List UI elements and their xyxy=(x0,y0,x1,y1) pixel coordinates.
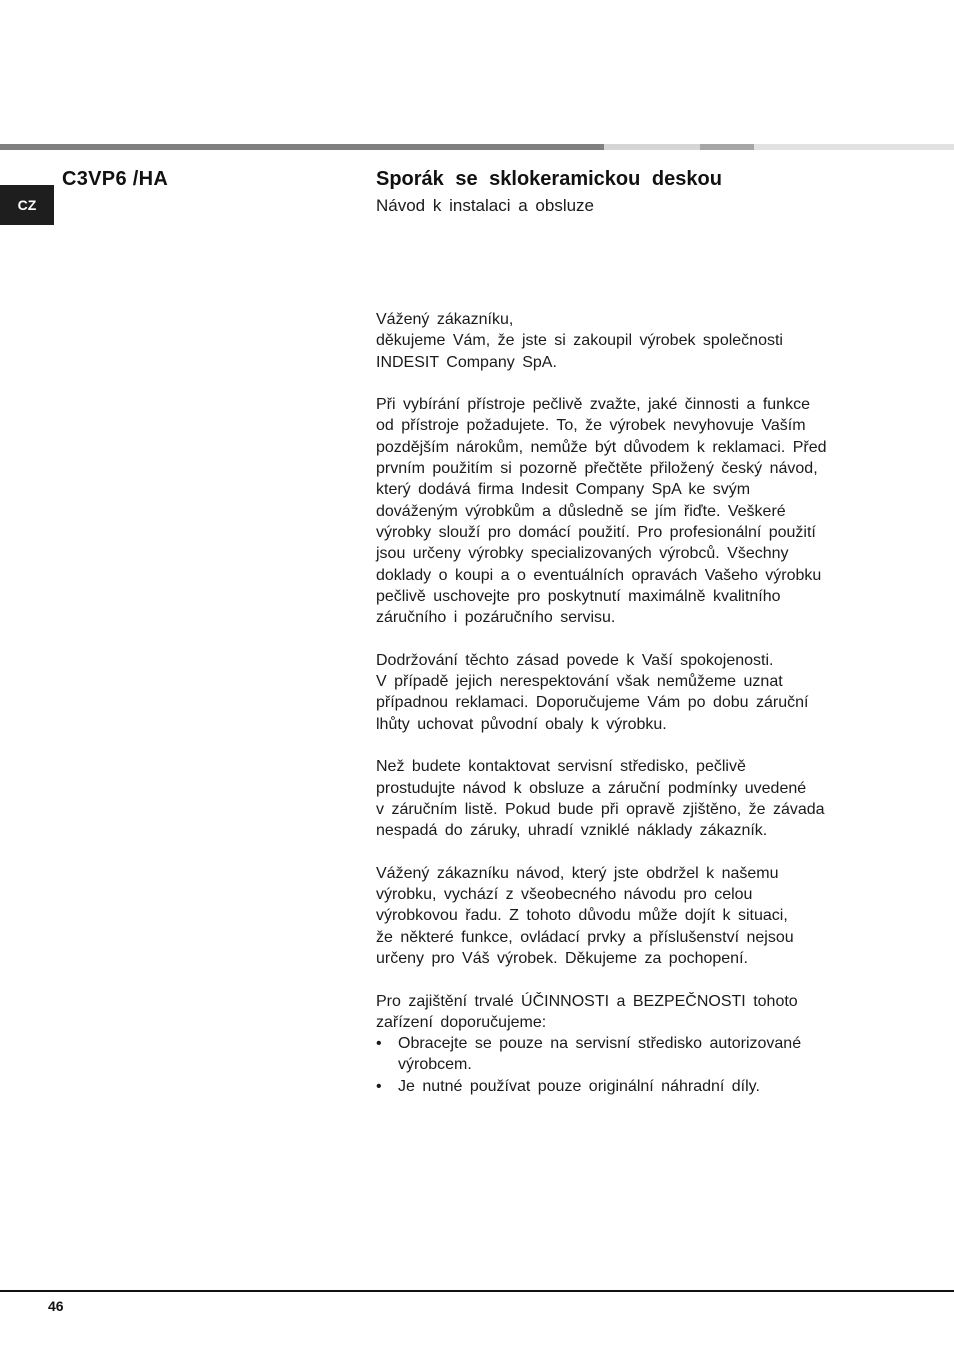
text-line: pečlivě uschovejte pro poskytnutí maximálně kvalitního xyxy=(376,587,781,605)
paragraph-service xyxy=(376,756,888,841)
language-tab: CZ xyxy=(0,185,54,225)
paragraph-selection xyxy=(376,394,888,628)
text-line: INDESIT Company SpA. xyxy=(376,353,557,371)
text-line: výrobku, vychází z všeobecného návodu pro celou xyxy=(376,886,753,904)
list-item xyxy=(376,1076,888,1097)
header-band-segment xyxy=(700,144,754,150)
model-name: C3VP6 /HA xyxy=(62,168,169,190)
bullet-list xyxy=(376,1033,888,1097)
text-line: jsou určeny výrobky specializovaných výrobců. Všechny xyxy=(376,545,789,563)
text-line: který dodává firma Indesit Company SpA ke svým xyxy=(376,481,751,499)
text-line: pozdějším nárokům, nemůže být důvodem k reklamaci. Před xyxy=(376,438,827,456)
header-band-segment xyxy=(604,144,700,150)
text-line: v záručním listě. Pokud bude při opravě zjištěno, že závada xyxy=(376,800,825,818)
text-line: Pro zajištění trvalé ÚČINNOSTI a BEZPEČNOSTI tohoto xyxy=(376,992,798,1010)
footer-divider xyxy=(0,1290,954,1292)
text-line: děkujeme Vám, že jste si zakoupil výrobek společnosti xyxy=(376,332,783,350)
document-subtitle: Návod k instalaci a obsluze xyxy=(376,196,595,215)
main-text xyxy=(376,309,888,1097)
text-line: lhůty uchovat původní obaly k výrobku. xyxy=(376,715,667,733)
header-band-segment xyxy=(754,144,954,150)
text-line: Vážený zákazníku návod, který jste obdržel k našemu xyxy=(376,864,779,882)
text-line: Vážený zákazníku, xyxy=(376,311,514,328)
page-number: 46 xyxy=(48,1298,64,1314)
text-line: výrobcem. xyxy=(398,1056,472,1074)
text-line: výrobkovou řadu. Z tohoto důvodu může dojít k situaci, xyxy=(376,907,788,925)
text-line: Je nutné používat pouze originální náhradní díly. xyxy=(398,1077,760,1095)
document-title: Sporák se sklokeramickou deskou xyxy=(376,168,722,190)
list-item xyxy=(376,1033,888,1076)
paragraph-greeting xyxy=(376,309,888,373)
text-line: prostudujte návod k obsluze a záruční podmínky uvedené xyxy=(376,779,807,797)
paragraph-compliance xyxy=(376,650,888,735)
text-line: Než budete kontaktovat servisní středisko, pečlivě xyxy=(376,758,746,776)
text-line: určeny pro Váš výrobek. Děkujeme za pochopení. xyxy=(376,949,748,967)
text-line: prvním použitím si pozorně přečtěte přiložený český návod, xyxy=(376,460,818,478)
text-line: od přístroje požadujete. To, že výrobek nevyhovuje Vaším xyxy=(376,417,806,435)
bullet-icon: • xyxy=(376,1077,382,1095)
text-line: nespadá do záruky, uhradí vzniklé náklady zákazník. xyxy=(376,822,768,840)
text-line: doklady o koupi a o eventuálních opravách Vašeho výrobku xyxy=(376,566,822,584)
text-line: záručního i pozáručního servisu. xyxy=(376,609,616,627)
text-line: že některé funkce, ovládací prvky a příslušenství nejsou xyxy=(376,928,794,946)
paragraph-safety xyxy=(376,991,888,1097)
text-line: výrobky slouží pro domácí použití. Pro profesionální použití xyxy=(376,523,816,541)
text-line: Při vybírání přístroje pečlivě zvažte, jaké činnosti a funkce xyxy=(376,396,810,414)
text-line: zařízení doporučujeme: xyxy=(376,1013,547,1031)
bullet-icon: • xyxy=(376,1035,382,1053)
header-band-segment xyxy=(0,144,604,150)
text-line: případnou reklamaci. Doporučujeme Vám po dobu záruční xyxy=(376,694,809,712)
text-line: V případě jejich nerespektování však nemůžeme uznat xyxy=(376,673,783,691)
header-color-band xyxy=(0,144,954,150)
paragraph-general-manual xyxy=(376,863,888,969)
text-line: Dodržování těchto zásad povede k Vaší spokojenosti. xyxy=(376,651,774,669)
text-line: dováženým výrobkům a důsledně se jím řiďte. Veškeré xyxy=(376,502,786,520)
text-line: Obracejte se pouze na servisní středisko autorizované xyxy=(398,1035,802,1053)
